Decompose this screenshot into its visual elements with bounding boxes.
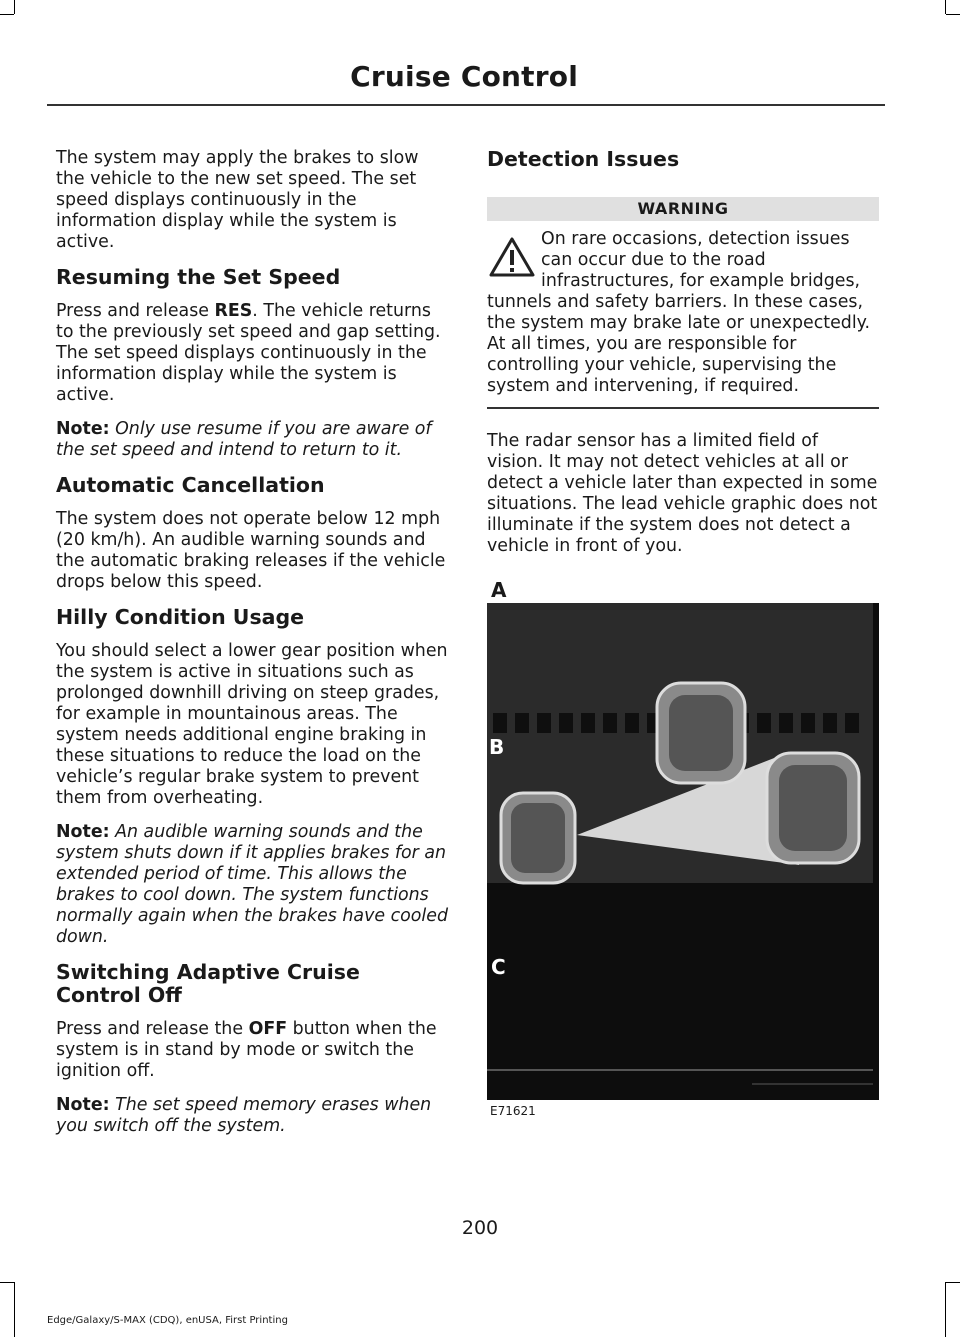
- note-resume-text: Only use resume if you are aware of the set speed and intend to return to it.: [56, 419, 432, 460]
- off-paragraph: [56, 1019, 448, 1082]
- note-off: [56, 1095, 448, 1137]
- warning-triangle-icon: [487, 233, 537, 283]
- figure-code: E71621: [490, 1104, 536, 1118]
- heading-hilly-condition: Hilly Condition Usage: [56, 605, 305, 629]
- right-column: [487, 148, 879, 570]
- off-text-a: Press and release the: [56, 1019, 249, 1039]
- radar-scene-image: [487, 603, 879, 1128]
- res-key-label: RES: [214, 301, 253, 321]
- note-label: Note:: [56, 822, 110, 842]
- footer-text: Edge/Galaxy/S-MAX (CDQ), enUSA, First Printing: [47, 1315, 288, 1326]
- crop-mark-top-right-v: [945, 0, 946, 14]
- figure-label-b: B: [489, 735, 505, 759]
- crop-mark-top-left-h: [0, 14, 14, 15]
- radar-paragraph: The radar sensor has a limited field of vision. It may not detect vehicles at all or detect a vehicle later than expected in some situations. The lead vehicle graphic does not illuminate if the system does not detect a vehicle in front of you.: [487, 430, 878, 556]
- note-hilly-text: An audible warning sounds and the system shuts down if it applies brakes for an extended period of time. This allows the brakes to cool down. The system functions normally again when the brakes have cooled down.: [56, 822, 449, 947]
- figure-label-a: A: [491, 578, 507, 602]
- car-left: [501, 793, 575, 883]
- heading-detection-issues: Detection Issues: [487, 147, 680, 171]
- off-text-b: button when the system is in stand by mode or switch the ignition off.: [56, 1019, 437, 1081]
- crop-mark-bottom-right-h: [946, 1282, 960, 1283]
- crop-mark-bottom-right-v: [945, 1282, 946, 1337]
- radar-illustration: [487, 575, 879, 1127]
- car-center: [657, 683, 745, 783]
- note-label: Note:: [56, 419, 110, 439]
- crop-mark-bottom-left-v: [14, 1282, 15, 1337]
- resume-text-b: . The vehicle returns to the previously set speed and gap setting. The set speed displays continuously in the information display while the system is active.: [56, 301, 441, 405]
- warning-header: WARNING: [487, 197, 879, 221]
- auto-cancel-paragraph: The system does not operate below 12 mph (20 km/h). An audible warning sounds and the automatic braking releases if the vehicle drops below this speed.: [56, 509, 446, 592]
- off-key-label: OFF: [248, 1019, 288, 1039]
- note-resume: [56, 419, 448, 461]
- heading-switching-off: Switching Adaptive Cruise Control Off: [56, 960, 360, 1007]
- crop-mark-top-right-h: [946, 14, 960, 15]
- warning-divider: [487, 407, 879, 409]
- header-divider: [47, 104, 885, 106]
- note-hilly: [56, 822, 448, 948]
- intro-paragraph: The system may apply the brakes to slow the vehicle to the new set speed. The set speed displays continuously in the information display while the system is active.: [56, 148, 419, 252]
- heading-automatic-cancellation: Automatic Cancellation: [56, 473, 325, 497]
- page-title: Cruise Control: [350, 60, 578, 93]
- warning-text: On rare occasions, detection issues can occur due to the road infrastructures, for example bridges, tunnels and safety barriers. In these cases, the system may brake late or unexpectedly. At all times, you are responsible for controlling your vehicle, supervising the system and intervening, if required.: [487, 229, 871, 396]
- note-off-text: The set speed memory erases when you switch off the system.: [56, 1095, 432, 1136]
- resume-paragraph: [56, 301, 448, 406]
- page-number: 200: [461, 1217, 499, 1239]
- warning-box: [487, 229, 879, 397]
- figure-label-c: C: [491, 955, 506, 979]
- resume-text-a: Press and release: [56, 301, 215, 321]
- note-label: Note:: [56, 1095, 110, 1115]
- crop-mark-top-left-v: [14, 0, 15, 14]
- hilly-paragraph: You should select a lower gear position when the system is active in situations such as prolonged downhill driving on steep grades, for example in mountainous areas. The system needs additional engine braking in these situations to reduce the load on the vehicle’s regular brake system to prevent them from overheating.: [56, 641, 448, 808]
- left-column: [56, 148, 448, 1150]
- crop-mark-bottom-left-h: [0, 1282, 14, 1283]
- car-right: [767, 753, 859, 863]
- heading-resuming-set-speed: Resuming the Set Speed: [56, 265, 341, 289]
